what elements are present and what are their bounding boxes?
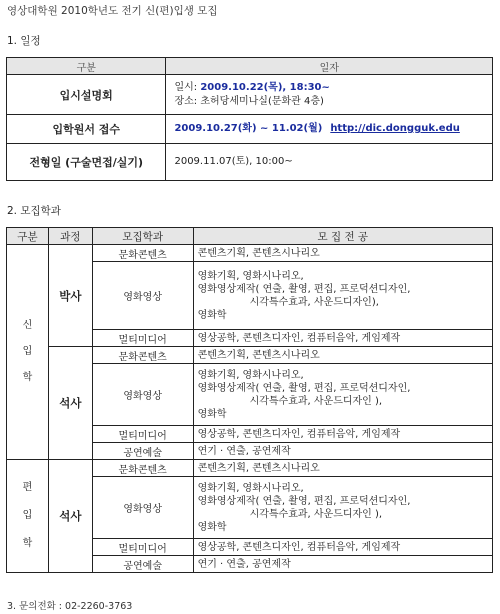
- section-heading-departments: 2. 모집학과: [7, 205, 61, 217]
- major-list: 연기 · 연출, 공연제작: [193, 556, 492, 573]
- major-line: 시각특수효과, 사운드디자인 ),: [249, 395, 383, 407]
- category-char: 학: [22, 372, 33, 383]
- category-char: 학: [22, 538, 33, 549]
- schedule-value-application: [166, 115, 493, 144]
- table-row: [7, 347, 493, 364]
- application-website-link[interactable]: http://dic.dongguk.edu: [330, 123, 460, 134]
- major-list: 영상공학, 콘텐츠디자인, 컴퓨터음악, 게임제작: [193, 330, 492, 347]
- degree-masters-transfer: 석사: [48, 460, 92, 573]
- department-name: 문화콘텐츠: [92, 347, 193, 364]
- schedule-header-category: 구분: [7, 58, 166, 75]
- contact-phone: 3. 문의전화 : 02-2260-3763: [7, 601, 133, 612]
- schedule-label-exam: 전형일 (구술면접/실기): [7, 144, 166, 181]
- info-session-place: 장소: 초허당세미나실(문화관 4층): [174, 95, 324, 107]
- schedule-header-row: [7, 58, 493, 75]
- major-list: 콘텐츠기획, 콘텐츠시나리오: [193, 460, 492, 477]
- major-line: 영화영상제작( 연출, 촬영, 편집, 프로덕션디자인,: [197, 382, 411, 394]
- application-period: 2009.10.27(화) ~ 11.02(월): [174, 123, 323, 134]
- schedule-label-info-session: 입시설명회: [7, 75, 166, 115]
- major-list: 영상공학, 콘텐츠디자인, 컴퓨터음악, 게임제작: [193, 539, 492, 556]
- schedule-label-application: 입학원서 접수: [7, 115, 166, 144]
- major-line: 영화학: [197, 408, 227, 420]
- dept-header-degree: 과정: [48, 228, 92, 245]
- departments-header-row: [7, 228, 493, 245]
- major-line: 영화기획, 영화시나리오,: [197, 369, 304, 381]
- schedule-row-application: [7, 115, 493, 144]
- major-line: 영화기획, 영화시나리오,: [197, 270, 304, 282]
- major-line: 영화학: [197, 521, 227, 533]
- dept-header-major: 모 집 전 공: [193, 228, 492, 245]
- category-transfer: [7, 460, 49, 573]
- info-session-time: 2009.10.22(목), 18:30~: [200, 81, 330, 93]
- major-line: 영화영상제작( 연출, 촬영, 편집, 프로덕션디자인,: [197, 495, 411, 507]
- page-title: 영상대학원 2010학년도 전기 신(편)입생 모집: [7, 5, 218, 17]
- department-name: 문화콘텐츠: [92, 460, 193, 477]
- department-name: 영화영상: [92, 364, 193, 426]
- dept-header-category: 구분: [7, 228, 49, 245]
- schedule-table: [6, 57, 493, 181]
- schedule-value-info-session: [166, 75, 493, 115]
- major-line: 영화영상제작( 연출, 촬영, 편집, 프로덕션디자인,: [197, 283, 411, 295]
- major-list: 콘텐츠기획, 콘텐츠시나리오: [193, 245, 492, 262]
- schedule-value-exam: 2009.11.07(토), 10:00~: [166, 144, 493, 181]
- major-list: 연기 · 연출, 공연제작: [193, 443, 492, 460]
- category-char: 신: [22, 320, 33, 331]
- department-name: 영화영상: [92, 477, 193, 539]
- major-list: [193, 262, 492, 330]
- department-name: 공연예술: [92, 443, 193, 460]
- major-line: 영화기획, 영화시나리오,: [197, 482, 304, 494]
- major-line: 시각특수효과, 사운드디자인),: [249, 296, 379, 308]
- major-list: [193, 364, 492, 426]
- category-char: 편: [22, 482, 33, 493]
- major-line: 영화학: [197, 309, 227, 321]
- department-name: 멀티미디어: [92, 539, 193, 556]
- schedule-row-info-session: [7, 75, 493, 115]
- table-row: [7, 460, 493, 477]
- major-list: 영상공학, 콘텐츠디자인, 컴퓨터음악, 게임제작: [193, 426, 492, 443]
- department-name: 문화콘텐츠: [92, 245, 193, 262]
- category-char: 입: [22, 346, 33, 357]
- departments-table: [6, 227, 493, 573]
- degree-masters: 석사: [48, 347, 92, 460]
- category-char: 입: [22, 510, 33, 521]
- section-heading-schedule: 1. 일정: [7, 35, 41, 47]
- department-name: 공연예술: [92, 556, 193, 573]
- table-row: [7, 245, 493, 262]
- department-name: 멀티미디어: [92, 330, 193, 347]
- department-name: 멀티미디어: [92, 426, 193, 443]
- info-session-time-prefix: 일시:: [174, 81, 201, 93]
- degree-doctorate: 박사: [48, 245, 92, 347]
- department-name: 영화영상: [92, 262, 193, 330]
- major-line: 시각특수효과, 사운드디자인 ),: [249, 508, 383, 520]
- major-list: [193, 477, 492, 539]
- dept-header-department: 모집학과: [92, 228, 193, 245]
- schedule-row-exam: [7, 144, 493, 181]
- major-list: 콘텐츠기획, 콘텐츠시나리오: [193, 347, 492, 364]
- category-new-admission: [7, 245, 49, 460]
- schedule-header-date: 일자: [166, 58, 493, 75]
